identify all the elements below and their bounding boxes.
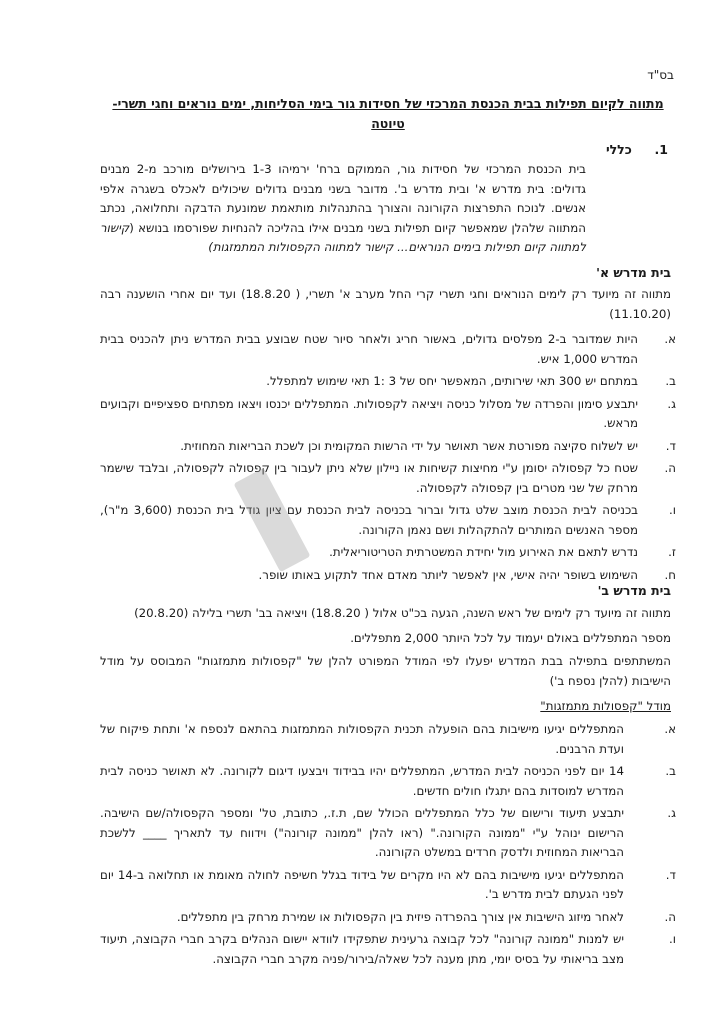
list-item: [100, 543, 676, 563]
item-label: ב.: [665, 764, 676, 778]
list-item: [100, 720, 676, 759]
item-text: שטח כל קפסולה יסומן ע"י מחיצות קשיחות או ניילון שלא ניתן לעבור בין קפסולה לקפסולה, ובלבד שישמר מרחק של שני מטרים בין קפסולה לקפסולה.: [100, 461, 638, 495]
item-label: ה.: [664, 461, 676, 475]
item-label: ד.: [665, 438, 676, 453]
title-line-2: טיוטה: [371, 116, 405, 131]
item-label: ח.: [664, 567, 676, 582]
item-text: יתבצע סימון והפרדה של מסלול כניסה ויציאה לקפסולות. המתפללים יכנסו ויצאו מפתחים ספציפיים וקבועים מראש.: [100, 396, 638, 430]
item-label: א.: [664, 332, 676, 346]
beit-midrash-b-heading: בית מדרש ב': [597, 583, 671, 598]
list-item: [100, 762, 676, 801]
item-text: לאחר מיזוג הישיבות אין צורך בהפרדה פיזית בין הקפסולות או שמירת מרחק בין מתפללים.: [176, 909, 624, 924]
beit-midrash-b-model-note: המשתתפים בתפילה בבת המדרש יפעלו לפי המודל המפורט להלן של "קפסולות מתמזגות" המבוסס על מודל הישיבות (להלן נספח ב'): [100, 654, 671, 688]
item-text: 14 יום לפני הכניסה לבית המדרש, המתפללים יהיו בבידוד ויבצעו דיגום לקורונה. לא תאושר כניסה לבית המדרש למוסדות בהם יתגלו חולים חדשים.: [100, 764, 624, 798]
list-item: [100, 501, 676, 540]
item-text: יתבצע תיעוד ורישום של כלל המתפללים הכולל שם, ת.ז., כתובת, טל' ומספר הקפסולה/שם הישיבה. הרישום ינוהל ע"י "ממונה הקורונה." (ראו להלן "ממונה קורונה") וידווח עד לתאריך ____ ללשכת הבריאות המחוזית ולדסק חרדים במשלט הקורונה.: [100, 806, 624, 859]
list-item: [100, 437, 676, 457]
beit-midrash-a-heading: בית מדרש א': [596, 265, 671, 280]
beit-midrash-a-intro: מתווה זה מיועד רק לימים הנוראים וחגי תשרי קרי החל מערב א' תשרי, ( 18.8.20) ועד יום אחרי הושענה רבה (11.10.20): [100, 287, 671, 321]
list-item: [100, 930, 676, 969]
item-label: א.: [664, 722, 676, 736]
item-label: ד.: [665, 867, 676, 882]
list-item: [100, 330, 676, 369]
list-item: [100, 459, 676, 498]
item-text: המתפללים יגיעו מישיבות בהם הופעלה תכנית הקפסולות המתמזגות בהתאם לנספח א' ותחת פיקוח של ועדת הרבנים.: [100, 722, 624, 756]
list-item: [100, 866, 676, 905]
section-1-text: בית הכנסת המרכזי של חסידות גור, הממוקם ברח' ירמיהו 1-3 בירושלים מורכב מ-2 מבנים גדולים: בית מדרש א' ובית מדרש ב'. מדובר בשני מבנים גדולים שיכולים לאכלס בשגרה אלפי אנשים. לנוכח התפרצות הקורונה והצורך בהתנהלות מותאמת שמונעת הדבקה ותחלואה, נכתב המתווה שלהלן שמאפשר קיום תפילות בשני מבנים אילו בהליכה להנחיות שפורסמו בנושא (: [100, 162, 587, 235]
section-number: 1.: [654, 142, 668, 157]
item-text: השימוש בשופר יהיה אישי, אין לאפשר ליותר מאדם אחד לתקוע באותו שופר.: [258, 567, 638, 582]
item-label: ו.: [669, 932, 676, 946]
list-item: [100, 804, 676, 863]
item-text: בכניסה לבית הכנסת מוצב שלט גדול וברור בכניסה לבית הכנסת עם ציון גודל בית הכנסת (3,600 מ"ר), מספר האנשים המותרים להתקהלות ושם נאמן הקורונה.: [100, 503, 638, 537]
list-item: [100, 908, 676, 928]
capsule-model-list: [100, 720, 676, 972]
item-text: נדרש לתאם את האירוע מול יחידת המשטרתית הטריטוריאלית.: [329, 545, 638, 559]
beit-midrash-b-intro: מתווה זה מיועד רק לימים של ראש השנה, הגעה בכ"ט אלול ( 18.8.20) ויציאה בב' תשרי בלילה (20.8.20): [134, 606, 671, 620]
item-label: ו.: [669, 503, 676, 517]
section-1-links: קישור למתווה קיום תפילות בימים הנוראים... קישור למתווה הקפסולות המתמזגות): [100, 220, 586, 254]
item-label: ג.: [667, 396, 676, 411]
list-item: [100, 566, 676, 586]
item-label: ה.: [664, 909, 676, 924]
item-text: המתפללים יגיעו מישיבות בהם לא היו מקרים של בידוד בגלל חשיפה לחולה מאומת או תחלואה ב-14 יום לפני הגעתם לבית מדרש ב'.: [100, 867, 624, 901]
item-text: היות שמדובר ב-2 מפלסים גדולים, באשור חריג ולאחר סיור שטח שבוצע בבית המדרש ניתן להכניס בבית המדרש 1,000 איש.: [100, 332, 638, 366]
title-line-1: מתווה לקיום תפילות בבית הכנסת המרכזי של חסידות גור בימי הסליחות, ימים נוראים וחגי תשרי-: [112, 96, 664, 111]
list-item: [100, 395, 676, 434]
section-title: כללי: [605, 142, 632, 157]
item-label: ב.: [665, 374, 676, 388]
item-text: במתחם יש 300 תאי שירותים, המאפשר יחס של 3 :1 תאי שימוש למתפלל.: [266, 374, 638, 388]
beit-midrash-b-capacity: מספר המתפללים באולם יעמוד על לכל היותר 2,000 מתפללים.: [350, 631, 671, 645]
item-text: יש למנות "ממונה קורונה" לכל קבוצה גרעינית שתפקידו לוודא יישום הנהלים בקרב חברי הקבוצה, תיעוד מצב בריאותי על בסיס יומי, מתן מענה לכל שאלה/בירור/פניה מקרב חברי הקבוצה.: [100, 932, 624, 966]
list-item: [100, 372, 676, 392]
item-text: יש לשלוח סקיצה מפורטת אשר תאושר על ידי הרשות המקומית וכן לשכת הבריאות המחוזית.: [180, 438, 638, 453]
bsd-header: בס"ד: [647, 68, 674, 82]
section-1-heading: [606, 142, 668, 157]
capsule-model-heading: מודל "קפסולות מתמזגות": [540, 699, 671, 713]
document-title: [100, 94, 676, 134]
beit-midrash-a-list: [100, 330, 676, 588]
item-label: ז.: [668, 545, 676, 559]
item-label: ג.: [667, 806, 676, 820]
section-1-body: [100, 160, 586, 258]
